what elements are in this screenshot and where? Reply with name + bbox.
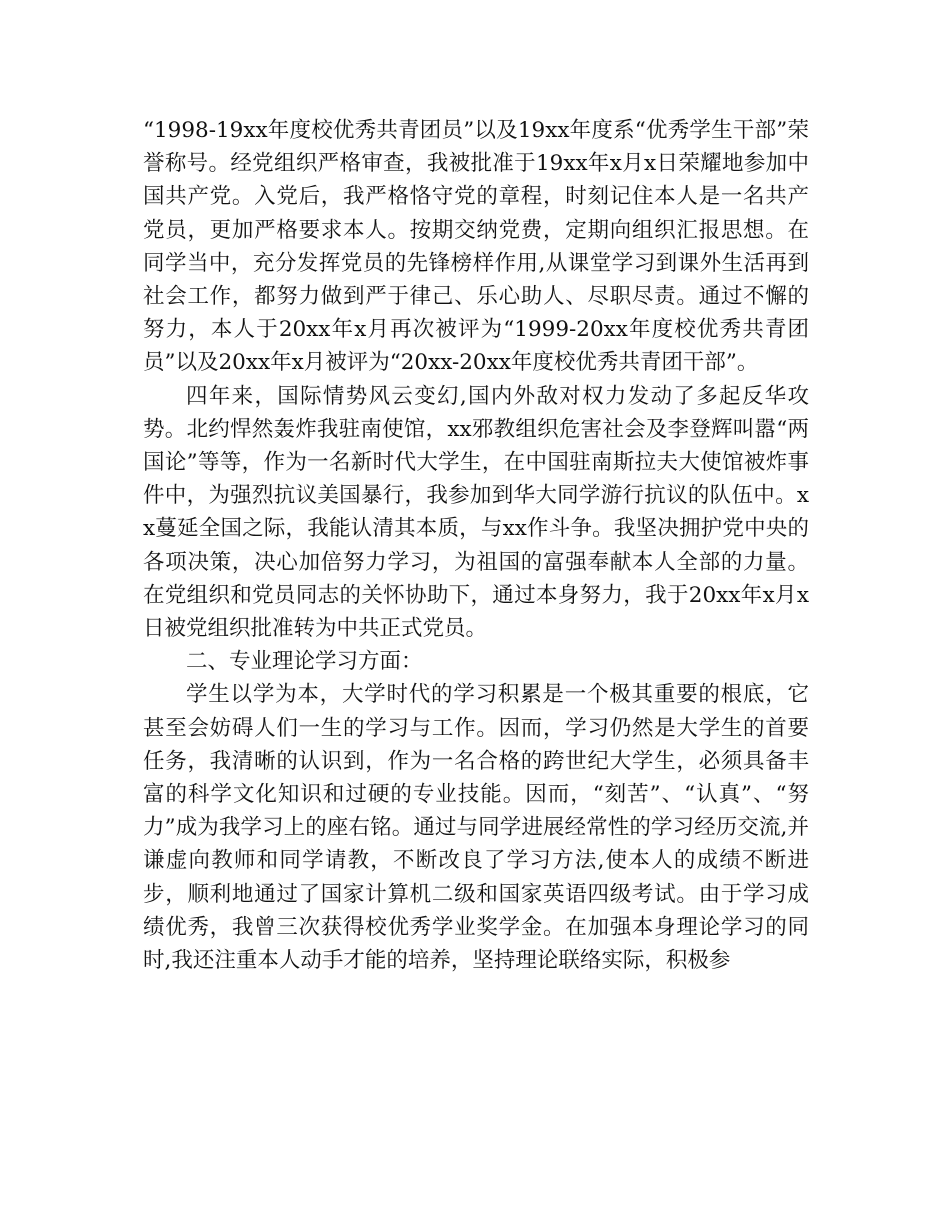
paragraph-party-honors: “1998-19xx年度校优秀共青团员”以及19xx年度系“优秀学生干部”荣誉称号。经党组织严格审查，我被批准于19xx年x月x日荣耀地参加中国共产党。入党后，我严格恪守党的章程，时刻记住本人是一名共产党员，更加严格要求本人。按期交纳党费，定期向组织汇报思想。在同学当中，充分发挥党员的先锋榜样作用,从课堂学习到课外生活再到社会工作，都努力做到严于律己、乐心助人、尽职尽责。通过不懈的努力，本人于20xx年x月再次被评为“1999-20xx年度校优秀共青团员”以及20xx年x月被评为“20xx-20xx年度校优秀共青团干部”。 [143,118,809,376]
section-heading-professional-study: 二、专业理论学习方面： [186,649,423,675]
paragraph-international-situation: 四年来，国际情势风云变幻,国内外敌对权力发动了多起反华攻势。北约悍然轰炸我驻南使馆，xx邪教组织危害社会及李登辉叫嚣“两国论”等等，作为一名新时代大学生，在中国驻南斯拉夫大使馆被炸事件中，为强烈抗议美国暴行，我参加到华大同学游行抗议的队伍中。xx蔓延全国之际，我能认清其本质，与xx作斗争。我坚决拥护党中央的各项决策，决心加倍努力学习，为祖国的富强奉献本人全部的力量。在党组织和党员同志的关怀协助下，通过本身努力，我于20xx年x月x日被党组织批准转为中共正式党员。 [143,383,809,642]
paragraph-study-achievements: 学生以学为本，大学时代的学习积累是一个极其重要的根底，它甚至会妨碍人们一生的学习与工作。因而，学习仍然是大学生的首要任务，我清晰的认识到，作为一名合格的跨世纪大学生，必须具备丰富的科学文化知识和过硬的专业技能。因而，“刻苦”、“认真”、“努力”成为我学习上的座右铭。通过与同学进展经常性的学习经历交流,并谦虚向教师和同学请教，不断改良了学习方法,使本人的成绩不断进步，顺利地通过了国家计算机二级和国家英语四级考试。由于学习成绩优秀，我曾三次获得校优秀学业奖学金。在加强本身理论学习的同时,我还注重本人动手才能的培养，坚持理论联络实际，积极参 [143,682,809,974]
document-page [143,114,809,977]
